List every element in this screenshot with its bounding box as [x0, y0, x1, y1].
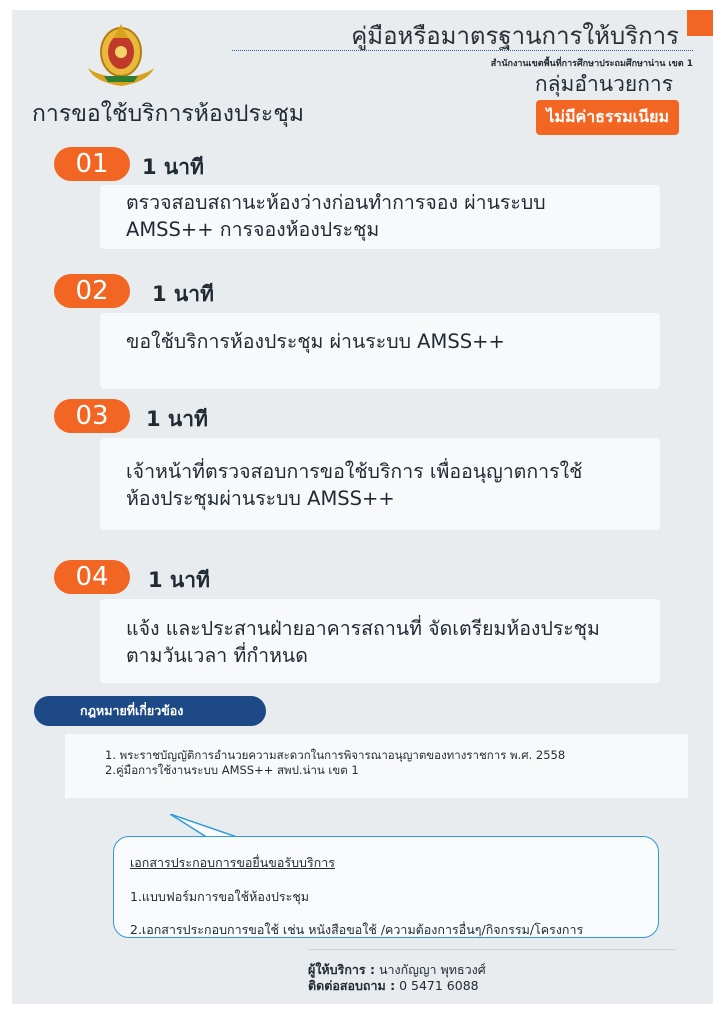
required-documents-title: เอกสารประกอบการขอยื่นขอรับบริการ: [130, 855, 335, 870]
step-duration: 1 นาที: [152, 282, 214, 306]
manual-page: [12, 10, 713, 1004]
step-number-badge: 04: [54, 560, 130, 594]
contact-divider: [308, 949, 676, 950]
group-name: กลุ่มอำนวยการ: [534, 72, 673, 96]
required-documents-box: [113, 836, 659, 938]
step-number-badge: 01: [54, 147, 130, 181]
provider-label: ผู้ให้บริการ :: [308, 962, 375, 977]
related-laws-list: [65, 734, 688, 798]
step-duration: 1 นาที: [148, 568, 210, 592]
step-description-card: [100, 438, 660, 530]
phone-number: 0 5471 6088: [399, 978, 479, 993]
phone-line: [308, 976, 479, 996]
step-number-badge: 03: [54, 399, 130, 433]
document-item: 2.เอกสารประกอบการขอใช้ เช่น หนังสือขอใช้ /ความต้องการอื่นๆ/กิจกรรม/โครงการ: [130, 922, 584, 937]
step-number-badge: 02: [54, 274, 130, 308]
office-name: สำนักงานเขตพื้นที่การศึกษาประถมศึกษาน่าน เขต 1: [490, 59, 693, 69]
step-duration: 1 นาที: [142, 155, 204, 179]
related-laws-header: กฎหมายที่เกี่ยวข้อง: [34, 696, 266, 726]
corner-accent: [687, 10, 713, 36]
document-item: 1.แบบฟอร์มการขอใช้ห้องประชุม: [130, 889, 310, 904]
step-description-line: เจ้าหน้าที่ตรวจสอบการขอใช้บริการ เพื่ออนุญาตการใช้: [126, 460, 583, 483]
title-divider: [232, 50, 693, 51]
step-description-line: AMSS++ การจองห้องประชุม: [126, 218, 380, 241]
provider-name: นางกัญญา พุทธวงศ์: [378, 962, 486, 977]
manual-title: คู่มือหรือมาตรฐานการให้บริการ: [351, 22, 679, 50]
step-description-line: แจ้ง และประสานฝ่ายอาคารสถานที่ จัดเตรียมห้องประชุม: [126, 617, 600, 640]
phone-label: ติดต่อสอบถาม :: [308, 978, 396, 993]
step-description-line: ตรวจสอบสถานะห้องว่างก่อนทำการจอง ผ่านระบบ: [126, 191, 546, 214]
step-description-line: ห้องประชุมผ่านระบบ AMSS++: [126, 487, 395, 510]
step-description-line: ขอใช้บริการห้องประชุม ผ่านระบบ AMSS++: [126, 330, 505, 353]
step-description-card: [100, 599, 660, 683]
law-item: 2.คู่มือการใช้งานระบบ AMSS++ สพป.น่าน เขต 1: [105, 763, 359, 777]
step-description-card: [100, 313, 660, 389]
step-description-line: ตามวันเวลา ที่กำหนด: [126, 644, 308, 667]
agency-emblem-logo: [84, 16, 158, 90]
fee-badge: ไม่มีค่าธรรมเนียม: [536, 100, 679, 135]
law-item: 1. พระราชบัญญัติการอำนวยความสะดวกในการพิจารณาอนุญาตของทางราชการ พ.ศ. 2558: [105, 748, 566, 762]
step-description-card: [100, 185, 660, 249]
service-name: การขอใช้บริการห้องประชุม: [32, 101, 305, 127]
step-duration: 1 นาที: [146, 407, 208, 431]
